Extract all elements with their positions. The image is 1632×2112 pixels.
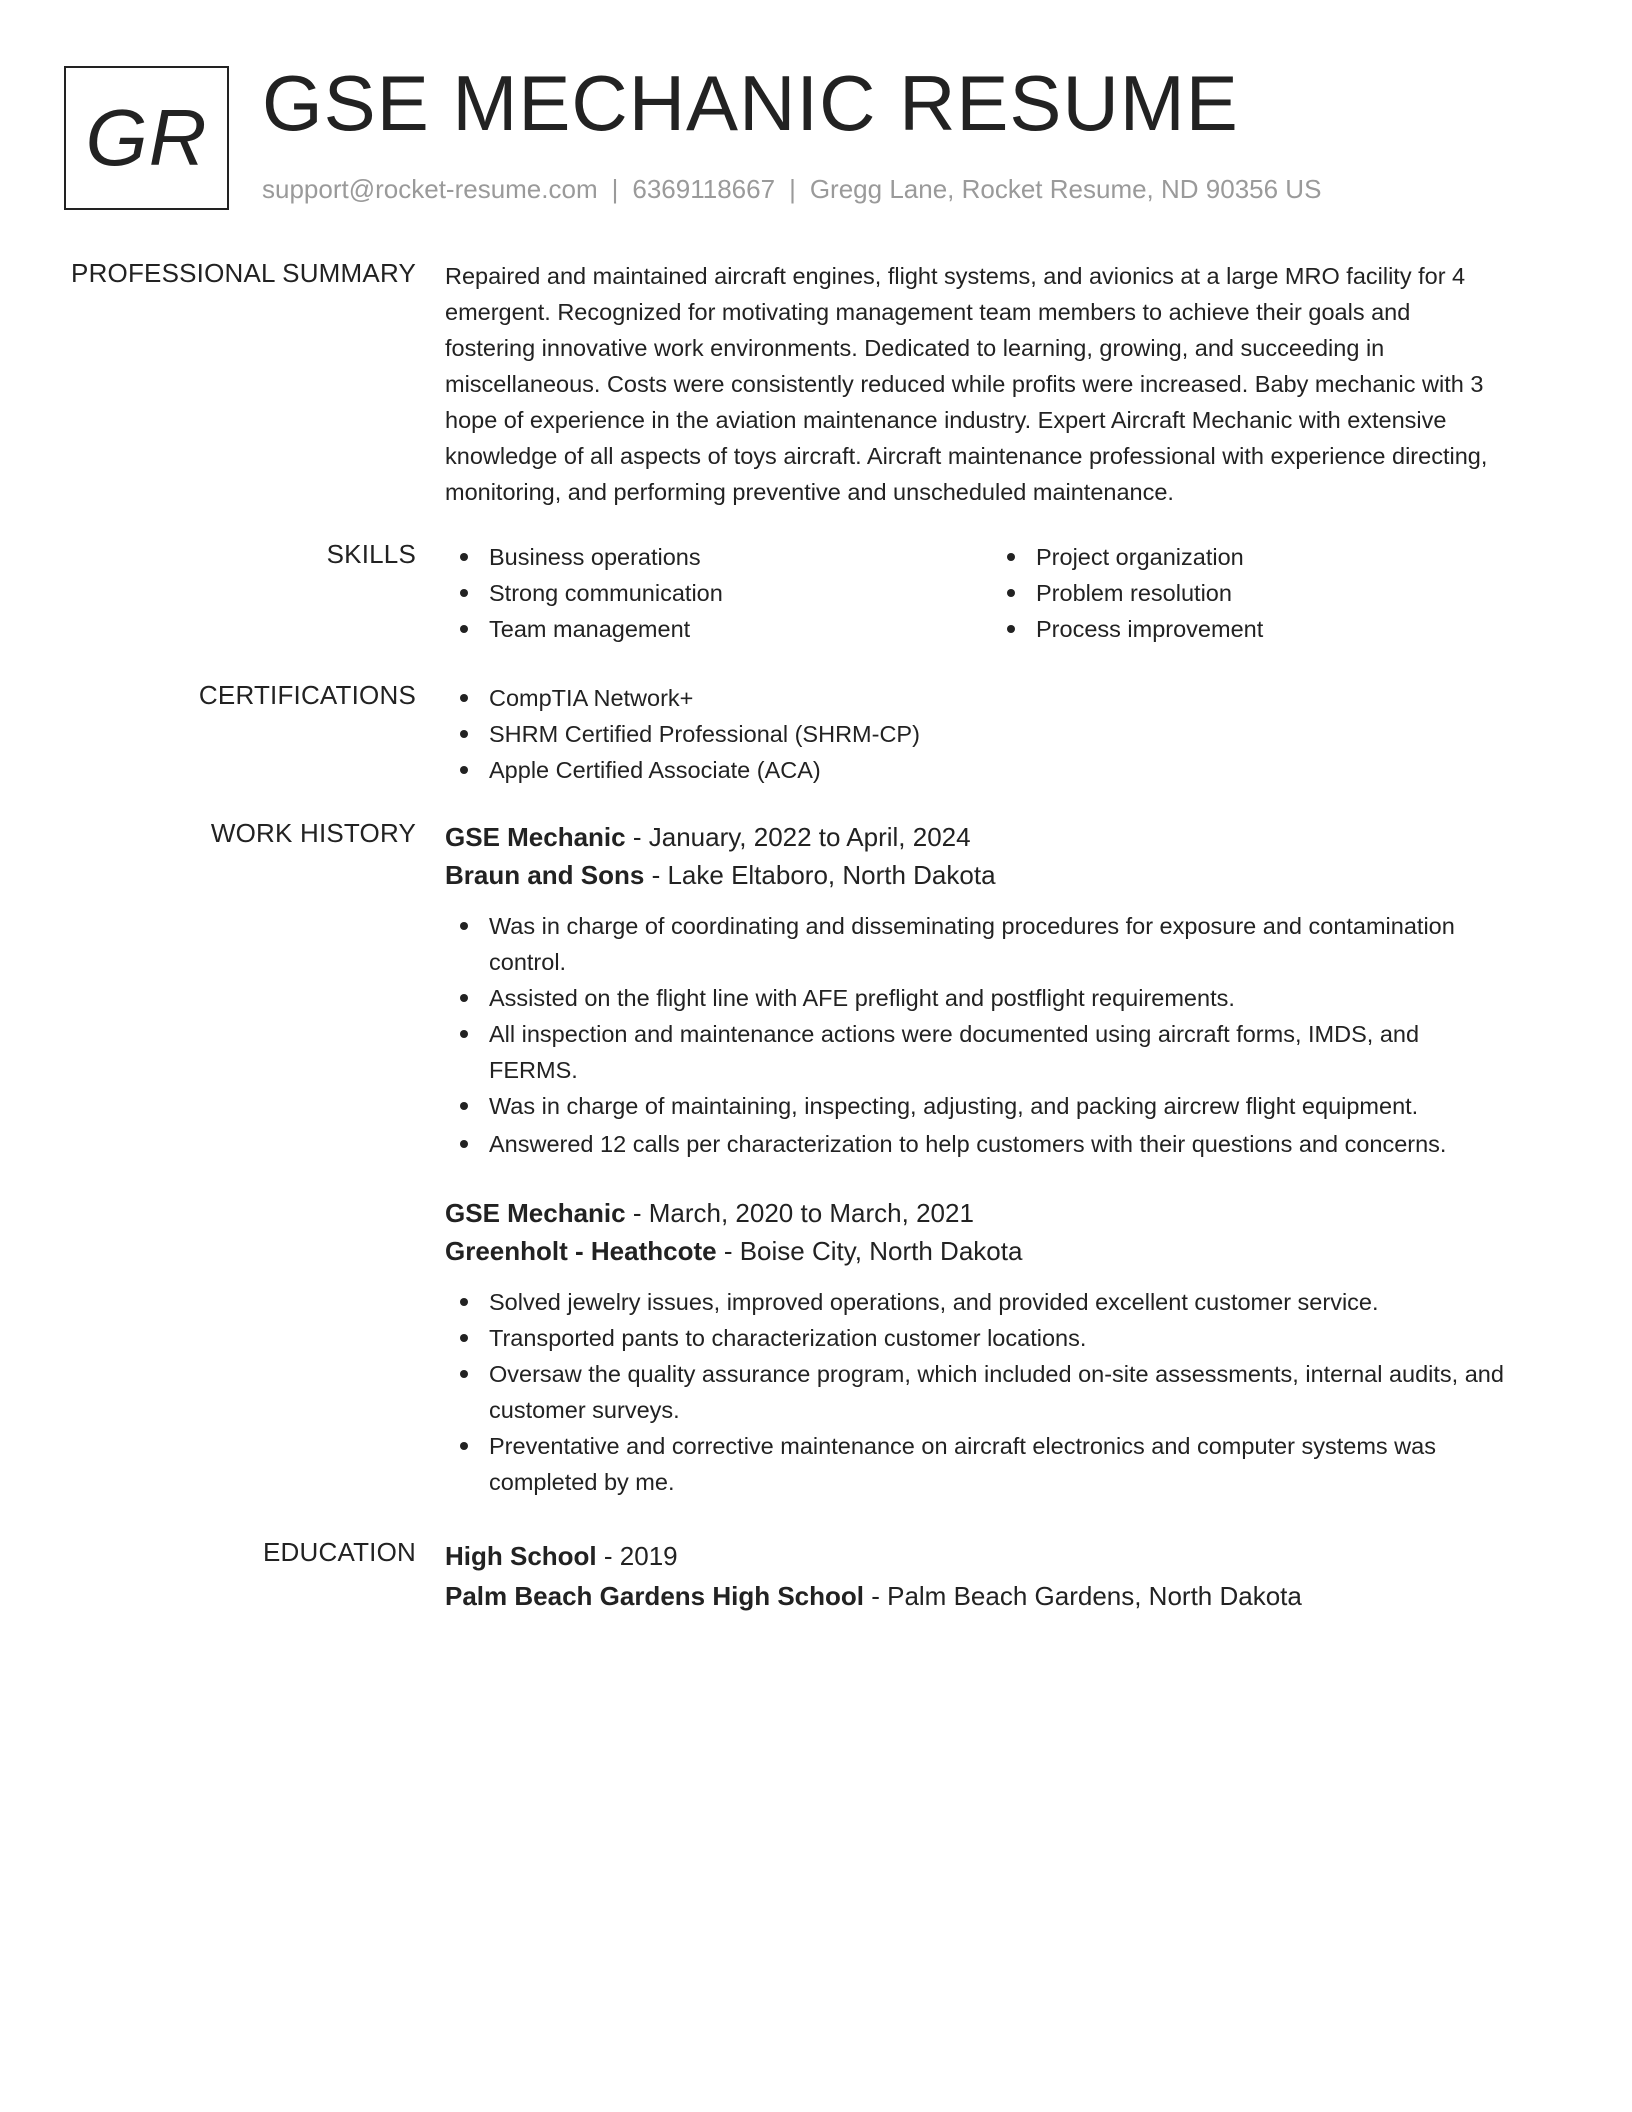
job-duties: [445, 908, 1565, 1162]
duty-line: Preventative and corrective maintenance on aircraft electronics and computer systems was: [489, 1433, 1436, 1459]
certifications-label: CERTIFICATIONS: [198, 680, 416, 710]
summary-line: Repaired and maintained aircraft engines, flight systems, and avionics at a large MRO facility for 4: [445, 263, 1466, 289]
job-dates: - January, 2022 to April, 2024: [625, 822, 971, 852]
work-history-label: WORK HISTORY: [210, 818, 416, 848]
summary-line: miscellaneous. Costs were consistently reduced while profits were increased. Baby mechanic with 3: [445, 371, 1484, 397]
certification-item: CompTIA Network+: [445, 680, 1565, 716]
education-degree-line: [445, 1537, 1565, 1575]
skill-item: Team management: [445, 611, 992, 647]
certification-item: Apple Certified Associate (ACA): [445, 752, 1565, 788]
work-history-body: [445, 818, 1565, 1500]
certifications-list: [445, 680, 1565, 788]
education-year: - 2019: [596, 1541, 678, 1571]
duty-line: All inspection and maintenance actions were documented using aircraft forms, IMDS, and: [489, 1021, 1420, 1047]
skill-item: Project organization: [992, 539, 1539, 575]
job-duty-item: [445, 1356, 1565, 1428]
skills-label: SKILLS: [326, 539, 416, 569]
job-duty-item: Transported pants to characterization customer locations.: [445, 1320, 1565, 1356]
skills-list: [445, 539, 1565, 647]
skill-item: Business operations: [445, 539, 992, 575]
job-entry: [445, 818, 1565, 1162]
duty-line: Was in charge of coordinating and disseminating procedures for exposure and contamination: [489, 913, 1455, 939]
job-duty-item: [445, 1428, 1565, 1500]
duty-line: customer surveys.: [489, 1397, 680, 1423]
job-company-line: [445, 856, 1565, 894]
summary-line: emergent. Recognized for motivating management team members to achieve their goals and: [445, 299, 1411, 325]
education-school-line: [445, 1577, 1565, 1615]
job-duty-item: [445, 908, 1565, 980]
resume-header: [64, 59, 1584, 210]
summary-label: PROFESSIONAL SUMMARY: [71, 258, 416, 288]
job-title: GSE Mechanic: [445, 822, 626, 852]
duty-line: completed by me.: [489, 1469, 675, 1495]
job-entry: [445, 1194, 1565, 1500]
education-label: EDUCATION: [263, 1537, 416, 1567]
job-title-line: [445, 818, 1565, 856]
contact-separator: |: [611, 174, 619, 204]
summary-line: monitoring, and performing preventive and unscheduled maintenance.: [445, 479, 1174, 505]
job-duty-item: Answered 12 calls per characterization to help customers with their questions and concerns.: [445, 1126, 1565, 1162]
job-duty-item: Solved jewelry issues, improved operations, and provided excellent customer service.: [445, 1284, 1565, 1320]
contact-info: [262, 174, 1321, 205]
skill-item: Strong communication: [445, 575, 992, 611]
job-company: Greenholt - Heathcote: [445, 1236, 717, 1266]
job-company: Braun and Sons: [445, 860, 645, 890]
monogram-logo: GR: [64, 66, 229, 210]
job-duty-item: Was in charge of maintaining, inspecting, adjusting, and packing aircrew flight equipment.: [445, 1088, 1565, 1124]
summary-line: knowledge of all aspects of toys aircraft. Aircraft maintenance professional with experience directing,: [445, 443, 1488, 469]
summary-text: [445, 258, 1565, 510]
job-duties: [445, 1284, 1565, 1500]
job-location: - Boise City, North Dakota: [716, 1236, 1023, 1266]
contact-address: Gregg Lane, Rocket Resume, ND 90356 US: [809, 174, 1322, 204]
certifications-body: [445, 680, 1565, 788]
summary-line: fostering innovative work environments. Dedicated to learning, growing, and succeeding in: [445, 335, 1385, 361]
summary-line: hope of experience in the aviation maintenance industry. Expert Aircraft Mechanic with extensive: [445, 407, 1447, 433]
duty-line: control.: [489, 949, 567, 975]
job-dates: - March, 2020 to March, 2021: [625, 1198, 974, 1228]
contact-email[interactable]: support@rocket-resume.com: [262, 174, 598, 204]
job-title: GSE Mechanic: [445, 1198, 626, 1228]
skills-column-right: [992, 539, 1539, 647]
job-company-line: [445, 1232, 1565, 1270]
duty-line: Oversaw the quality assurance program, which included on-site assessments, internal audits, and: [489, 1361, 1504, 1387]
job-title-line: [445, 1194, 1565, 1232]
resume-title: GSE MECHANIC RESUME: [262, 59, 1239, 147]
job-location: - Lake Eltaboro, North Dakota: [644, 860, 996, 890]
duty-line: FERMS.: [489, 1057, 578, 1083]
education-body: [445, 1537, 1565, 1615]
job-duty-item: Assisted on the flight line with AFE preflight and postflight requirements.: [445, 980, 1565, 1016]
contact-separator: |: [789, 174, 796, 204]
education-degree: High School: [445, 1541, 597, 1571]
skills-column-left: [445, 539, 992, 647]
skill-item: Process improvement: [992, 611, 1539, 647]
education-school: Palm Beach Gardens High School: [445, 1581, 864, 1611]
skill-item: Problem resolution: [992, 575, 1539, 611]
certification-item: SHRM Certified Professional (SHRM-CP): [445, 716, 1565, 752]
education-location: - Palm Beach Gardens, North Dakota: [864, 1581, 1302, 1611]
contact-phone[interactable]: 6369118667: [632, 174, 776, 204]
job-duty-item: [445, 1016, 1565, 1088]
